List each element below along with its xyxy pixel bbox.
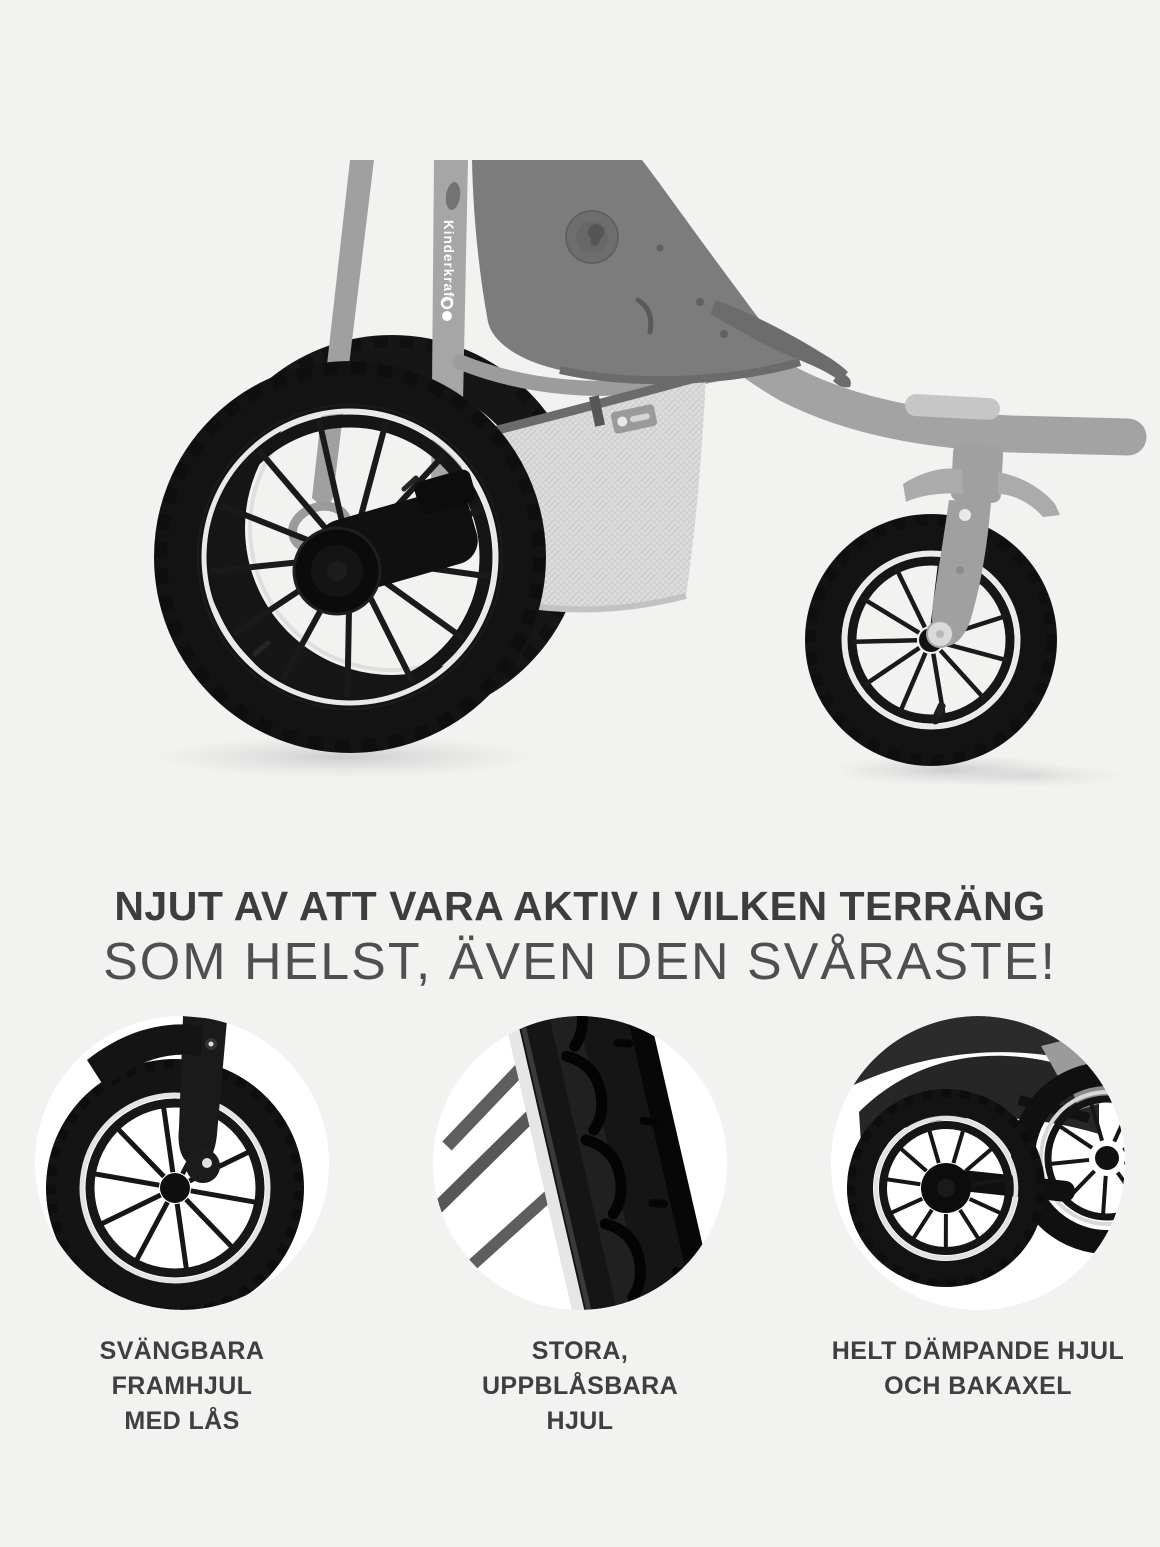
feature-caption: HELT DÄMPANDE HJUL OCH BAKAXEL <box>831 1337 1125 1400</box>
tire-tread-closeup-photo <box>433 1016 727 1310</box>
seat-unit <box>472 160 851 387</box>
rear-wheels-axle-photo <box>831 1016 1125 1310</box>
headline-block <box>0 882 1160 992</box>
feature-caption: STORA, UPPBLÅSBARA HJUL <box>481 1337 679 1435</box>
feature-inflatable-wheels <box>433 1016 727 1439</box>
feature-image-circle <box>433 1016 727 1310</box>
rear-wheel <box>161 368 539 746</box>
frame-brand-text: Kinderkraft <box>441 220 456 304</box>
headline-line2: SOM HELST, ÄVEN DEN SVÅRASTE! <box>103 933 1057 991</box>
feature-row <box>0 1016 1160 1439</box>
feature-rear-axle <box>831 1016 1125 1439</box>
feature-caption: SVÄNGBARA FRAMHJUL MED LÅS <box>99 1337 265 1435</box>
swivel-front-wheel-photo <box>35 1016 329 1310</box>
fender-right-wing <box>998 472 1060 517</box>
feature-image-circle <box>35 1016 329 1310</box>
headline-line1: NJUT AV ATT VARA AKTIV I VILKEN TERRÄNG <box>114 883 1046 929</box>
feature-swivel-front-wheel <box>35 1016 329 1439</box>
feature-image-circle <box>831 1016 1125 1310</box>
